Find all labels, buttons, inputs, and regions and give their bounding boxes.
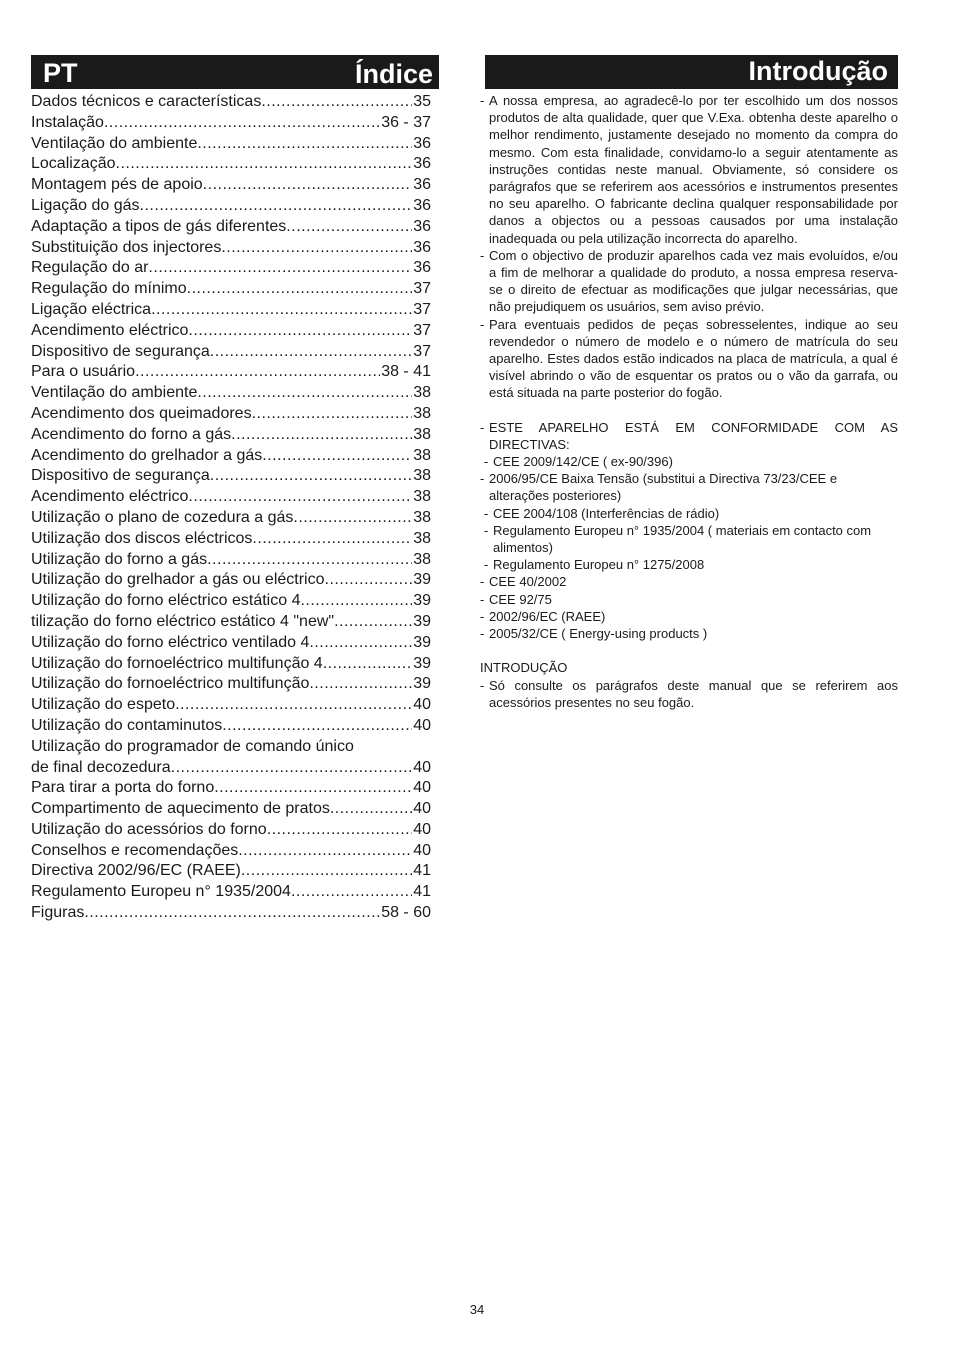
toc-leader-dots bbox=[207, 550, 412, 571]
toc-entry bbox=[31, 92, 431, 113]
toc-entry bbox=[31, 238, 431, 259]
toc-entry-title: Regulamento Europeu n° 1935/2004 bbox=[31, 883, 291, 901]
toc-entry-title: Ligação eléctrica bbox=[31, 300, 152, 318]
toc-leader-dots bbox=[135, 362, 380, 383]
toc-entry bbox=[31, 487, 431, 508]
toc-entry-page: 39 bbox=[413, 654, 431, 672]
introducao-text: - Só consulte os parágrafos deste manual que se referirem aos acessórios presentes no seu fogão. bbox=[480, 677, 898, 711]
toc-entry-page: 38 bbox=[413, 529, 431, 547]
toc-entry bbox=[31, 529, 431, 550]
toc-entry-title: Dispositivo de segurança bbox=[31, 467, 210, 485]
toc-entry-page: 38 bbox=[413, 488, 431, 506]
toc-entry-page: 36 bbox=[413, 196, 431, 214]
conformity-heading: - ESTE APARELHO ESTÁ EM CONFORMIDADE COM AS DIRECTIVAS: bbox=[480, 419, 898, 453]
toc-entry-title: Acendimento do forno a gás bbox=[31, 425, 232, 443]
toc-entry-title: Montagem pés de apoio bbox=[31, 176, 203, 194]
toc-entry bbox=[31, 217, 431, 238]
toc-entry-page: 40 bbox=[413, 800, 431, 818]
toc-entry-page: 40 bbox=[413, 841, 431, 859]
toc-entry-title: Utilização do grelhador a gás ou eléctrico bbox=[31, 571, 325, 589]
toc-entry-page: 37 bbox=[413, 280, 431, 298]
toc-entry bbox=[31, 841, 431, 862]
toc-entry bbox=[31, 425, 431, 446]
toc-entry-page: 40 bbox=[413, 779, 431, 797]
toc-entry-title: Compartimento de aquecimento de pratos bbox=[31, 800, 330, 818]
toc-entry-title: Localização bbox=[31, 155, 116, 173]
toc-entry-title: Utilização do contaminutos bbox=[31, 716, 223, 734]
intro-paragraph-3: - Para eventuais pedidos de peças sobresselentes, indique ao seu revendedor o número de modelo e o número de matrícula do seu aparelho. Estes dados estão indicados na placa de matrícula, a qual é visível abrindo o vão de esquentar os pratos ou o vão da garrafa, ou está situada na parte posterior do fogão. bbox=[480, 316, 898, 402]
toc-entry-page: 38 - 41 bbox=[381, 363, 431, 381]
toc-entry-page: 39 bbox=[413, 612, 431, 630]
toc-entry-page: 39 bbox=[413, 592, 431, 610]
toc-entry-title: Utilização do forno a gás bbox=[31, 550, 208, 568]
directive-item: - Regulamento Europeu n° 1275/2008 bbox=[480, 556, 898, 573]
toc-entry-title: Instalação bbox=[31, 113, 104, 131]
toc-entry-page: 35 bbox=[413, 93, 431, 110]
toc-entry-page: 38 bbox=[413, 425, 431, 443]
toc-entry bbox=[31, 633, 431, 654]
toc-entry-title: Substituição dos injectores bbox=[31, 238, 222, 256]
toc-entry bbox=[31, 321, 431, 342]
toc-entry-title: de final decozedura bbox=[31, 758, 171, 776]
toc-entry-title: Acendimento eléctrico bbox=[31, 488, 189, 506]
toc-entry-title: Dispositivo de segurança bbox=[31, 342, 210, 360]
toc-entry bbox=[31, 570, 431, 591]
toc-leader-dots bbox=[241, 861, 412, 882]
toc-entry bbox=[31, 758, 431, 779]
toc-leader-dots bbox=[210, 466, 412, 487]
toc-entry bbox=[31, 737, 431, 758]
toc-entry-title: Utilização do espeto bbox=[31, 696, 176, 714]
toc-leader-dots bbox=[151, 300, 412, 321]
directive-list bbox=[480, 453, 898, 642]
toc-leader-dots bbox=[187, 279, 413, 300]
toc-entry-title: Acendimento dos queimadores bbox=[31, 404, 252, 422]
toc-leader-dots bbox=[252, 404, 413, 425]
toc-entry-title: Utilização do fornoeléctrico multifunção bbox=[31, 675, 310, 693]
toc-leader-dots bbox=[203, 175, 413, 196]
directive-item: - CEE 2004/108 (Interferências de rádio) bbox=[480, 505, 898, 522]
intro-section bbox=[480, 92, 898, 711]
toc-leader-dots bbox=[197, 383, 412, 404]
toc-entry bbox=[31, 550, 431, 571]
directive-item: - CEE 40/2002 bbox=[480, 573, 898, 590]
toc-entry bbox=[31, 383, 431, 404]
intro-header-bar bbox=[485, 55, 898, 89]
toc-entry-page: 38 bbox=[413, 384, 431, 402]
toc-entry-title: tilização do forno eléctrico estático 4 "new" bbox=[31, 612, 335, 630]
toc-leader-dots bbox=[148, 258, 412, 279]
toc-entry-title: Utilização do forno eléctrico ventilado 4 bbox=[31, 633, 310, 651]
toc-entry bbox=[31, 362, 431, 383]
directive-item: - 2005/32/CE ( Energy-using products ) bbox=[480, 625, 898, 642]
directive-item: - 2006/95/CE Baixa Tensão (substitui a Directiva 73/23/CEE e alterações posteriores) bbox=[480, 470, 898, 504]
toc-entry-page: 36 bbox=[413, 259, 431, 277]
toc-entry bbox=[31, 654, 431, 675]
toc-entry-title: Para o usuário bbox=[31, 363, 136, 381]
header-gap bbox=[439, 55, 485, 89]
toc-leader-dots bbox=[309, 633, 412, 654]
directive-item: - CEE 2009/142/CE ( ex-90/396) bbox=[480, 453, 898, 470]
toc-leader-dots bbox=[221, 238, 412, 259]
toc-entry-title: Conselhos e recomendações bbox=[31, 841, 239, 859]
toc-entry-title: Regulação do ar bbox=[31, 259, 149, 277]
toc-entry-title: Regulação do mínimo bbox=[31, 280, 187, 298]
toc-entry-title: Utilização dos discos eléctricos bbox=[31, 529, 253, 547]
toc-leader-dots bbox=[252, 529, 412, 550]
toc-entry bbox=[31, 882, 431, 903]
index-title: Índice bbox=[354, 59, 433, 89]
toc-entry-page: 37 bbox=[413, 321, 431, 339]
toc-leader-dots bbox=[325, 570, 413, 591]
toc-entry-page: 38 bbox=[413, 446, 431, 464]
toc-entry bbox=[31, 508, 431, 529]
toc-leader-dots bbox=[116, 154, 413, 175]
toc-entry-page: 37 bbox=[413, 300, 431, 318]
toc-leader-dots bbox=[267, 820, 413, 841]
toc-entry bbox=[31, 591, 431, 612]
toc-leader-dots bbox=[323, 654, 413, 675]
page-number: 34 bbox=[469, 1302, 485, 1317]
toc-entry bbox=[31, 674, 431, 695]
toc-entry-page: 40 bbox=[413, 696, 431, 714]
toc-entry-title: Figuras bbox=[31, 904, 85, 922]
toc-entry-page: 38 bbox=[413, 550, 431, 568]
toc-entry-title: Acendimento do grelhador a gás bbox=[31, 446, 263, 464]
toc-entry bbox=[31, 612, 431, 633]
toc-entry bbox=[31, 196, 431, 217]
toc-entry bbox=[31, 113, 431, 134]
toc-leader-dots bbox=[197, 134, 412, 155]
toc-entry-title: Adaptação a tipos de gás diferentes bbox=[31, 217, 287, 235]
intro-paragraph-1: - A nossa empresa, ao agradecê-lo por ter escolhido um dos nossos produtos de alta qualidade, quer que V.Exa. obtenha deste aparelho o melhor rendimento, justamente desejado no momento da compra do mesmo. Com esta finalidade, convidamo-lo a seguir atentamente as instruções contidas neste manual. Obviamente, só considere os parágrafos que se referirem aos acessórios e instrumentos presentes no seu aparelho. O fabricante declina qualquer responsabilidade por danos a objectos ou a pessoas causados por uma instalação inadequada ou pela utilização incorrecta do aparelho. bbox=[480, 92, 898, 247]
toc-entry-title: Utilização do programador de comando único bbox=[31, 737, 354, 755]
toc-leader-dots bbox=[334, 612, 412, 633]
toc-entry bbox=[31, 903, 431, 924]
toc-entry-page: 39 bbox=[413, 571, 431, 589]
toc-leader-dots bbox=[222, 716, 412, 737]
toc-entry-title: Ventilação do ambiente bbox=[31, 134, 198, 152]
toc-leader-dots bbox=[171, 758, 413, 779]
toc-entry-title: Utilização do forno eléctrico estático 4 bbox=[31, 592, 301, 610]
intro-title: Introdução bbox=[748, 56, 888, 86]
toc-entry bbox=[31, 861, 431, 882]
toc-entry bbox=[31, 716, 431, 737]
toc-entry bbox=[31, 820, 431, 841]
toc-entry bbox=[31, 342, 431, 363]
toc-entry bbox=[31, 134, 431, 155]
toc-entry bbox=[31, 175, 431, 196]
toc-leader-dots bbox=[214, 778, 412, 799]
toc-leader-dots bbox=[261, 92, 412, 113]
introducao-heading: INTRODUÇÃO bbox=[480, 660, 568, 676]
toc-leader-dots bbox=[238, 841, 412, 862]
toc-entry bbox=[31, 404, 431, 425]
toc-entry bbox=[31, 799, 431, 820]
toc-leader-dots bbox=[330, 799, 412, 820]
toc-entry-title: Utilização do acessórios do forno bbox=[31, 820, 267, 838]
toc-entry-title: Utilização o plano de cozedura a gás bbox=[31, 508, 294, 526]
toc-entry-page: 39 bbox=[413, 675, 431, 693]
toc-leader-dots bbox=[175, 695, 412, 716]
toc-leader-dots bbox=[286, 217, 412, 238]
toc-entry-page: 38 bbox=[413, 404, 431, 422]
toc-leader-dots bbox=[291, 882, 412, 903]
toc-entry-title: Utilização do fornoeléctrico multifunção 4 bbox=[31, 654, 323, 672]
toc-entry-page: 58 - 60 bbox=[381, 904, 431, 922]
toc-leader-dots bbox=[188, 321, 412, 342]
toc-leader-dots bbox=[188, 487, 412, 508]
toc-leader-dots bbox=[231, 425, 412, 446]
toc-entry bbox=[31, 258, 431, 279]
directive-item: - Regulamento Europeu n° 1935/2004 ( materiais em contacto com alimentos) bbox=[480, 522, 898, 556]
toc-entry-title: Para tirar a porta do forno bbox=[31, 779, 215, 797]
toc-entry-title: Ventilação do ambiente bbox=[31, 384, 198, 402]
toc-entry-page: 41 bbox=[413, 883, 431, 901]
toc-entry bbox=[31, 446, 431, 467]
toc-entry-page: 38 bbox=[413, 467, 431, 485]
index-header-bar bbox=[31, 55, 439, 89]
table-of-contents bbox=[31, 92, 431, 924]
toc-entry-title: Dados técnicos e características bbox=[31, 93, 262, 110]
toc-entry-title: Directiva 2002/96/EC (RAEE) bbox=[31, 862, 241, 880]
toc-entry-page: 40 bbox=[413, 758, 431, 776]
toc-entry bbox=[31, 300, 431, 321]
toc-entry-page: 36 bbox=[413, 176, 431, 194]
toc-leader-dots bbox=[104, 113, 380, 134]
toc-entry-page: 38 bbox=[413, 508, 431, 526]
toc-leader-dots bbox=[140, 196, 413, 217]
toc-entry bbox=[31, 279, 431, 300]
toc-entry-page: 36 - 37 bbox=[381, 113, 431, 131]
toc-entry-page: 36 bbox=[413, 238, 431, 256]
toc-entry-title: Acendimento eléctrico bbox=[31, 321, 189, 339]
toc-leader-dots bbox=[293, 508, 412, 529]
toc-leader-dots bbox=[309, 674, 412, 695]
toc-entry-title: Ligação do gás bbox=[31, 196, 140, 214]
directive-item: - CEE 92/75 bbox=[480, 591, 898, 608]
toc-leader-dots bbox=[210, 342, 412, 363]
toc-leader-dots bbox=[84, 903, 380, 924]
toc-entry-page: 39 bbox=[413, 633, 431, 651]
toc-leader-dots bbox=[262, 446, 412, 467]
toc-entry bbox=[31, 778, 431, 799]
toc-entry-page: 37 bbox=[413, 342, 431, 360]
toc-entry bbox=[31, 154, 431, 175]
toc-entry-page: 36 bbox=[413, 217, 431, 235]
toc-entry-page: 36 bbox=[413, 155, 431, 173]
intro-paragraph-2: - Com o objectivo de produzir aparelhos cada vez mais evoluídos, e/ou a fim de melhorar a qualidade do produto, a nossa empresa reserva-se o direito de efectuar as modificações que julgar necessárias, que não prejudiquem os usuários, sem aviso prévio. bbox=[480, 247, 898, 316]
language-code: PT bbox=[43, 58, 78, 88]
directive-item: - 2002/96/EC (RAEE) bbox=[480, 608, 898, 625]
toc-entry-page: 40 bbox=[413, 716, 431, 734]
toc-entry-page: 40 bbox=[413, 820, 431, 838]
toc-entry bbox=[31, 695, 431, 716]
toc-entry bbox=[31, 466, 431, 487]
toc-leader-dots bbox=[300, 591, 412, 612]
toc-entry-page: 41 bbox=[413, 862, 431, 880]
toc-entry-page: 36 bbox=[413, 134, 431, 152]
